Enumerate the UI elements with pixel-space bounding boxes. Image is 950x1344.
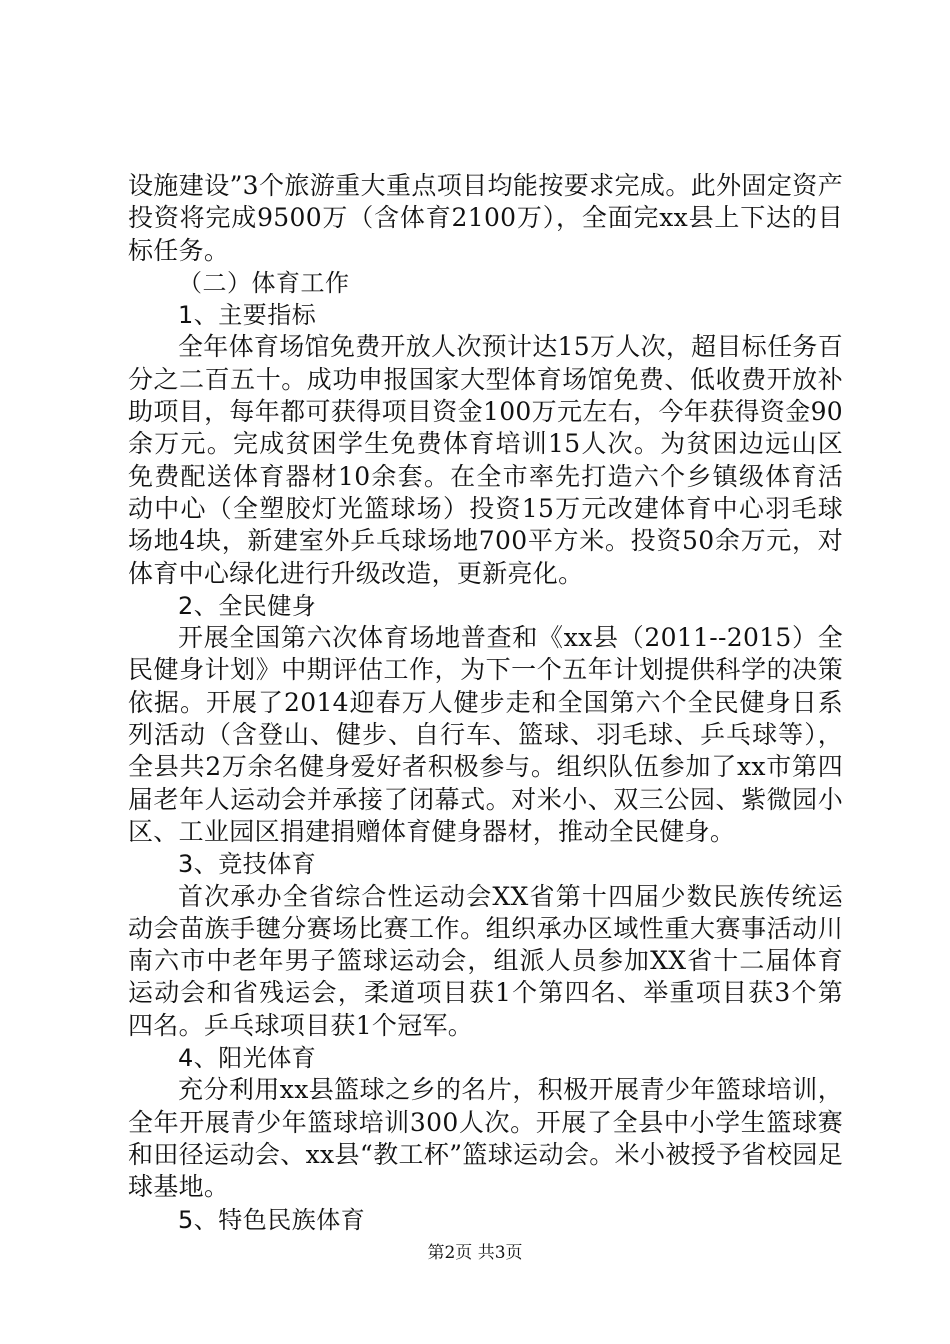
paragraph-sunshine-sports: 充分利用xx县篮球之乡的名片，积极开展青少年篮球培训，全年开展青少年篮球培训300人次。开展了全县中小学生篮球赛和田径运动会、xx县“教工杯”篮球运动会。米小被授予省校园足球基地。 bbox=[128, 1075, 843, 1202]
paragraph-competitive-sports: 首次承办全省综合性运动会XX省第十四届少数民族传统运动会苗族手毽分赛场比赛工作。组织承办区域性重大赛事活动川南六市中老年男子篮球运动会，组派人员参加XX省十二届体育运动会和省残运会，柔道项目获1个第四名、举重项目获3个第四名。乒乓球项目获1个冠军。 bbox=[128, 881, 843, 1040]
paragraph-main-indicators: 全年体育场馆免费开放人次预计达15万人次，超目标任务百分之二百五十。成功申报国家大型体育场馆免费、低收费开放补助项目，每年都可获得项目资金100万元左右，今年获得资金90余万元。完成贫困学生免费体育培训15人次。为贫困边远山区免费配送体育器材10余套。在全市率先打造六个乡镇级体育活动中心（全塑胶灯光篮球场）投资15万元改建体育中心羽毛球场地4块，新建室外乒乓球场地700平方米。投资50余万元，对体育中心绿化进行升级改造，更新亮化。 bbox=[128, 332, 843, 588]
paragraph-intro: 设施建设”3个旅游重大重点项目均能按要求完成。此外固定资产投资将完成9500万（含体育2100万），全面完xx县上下达的目标任务。 bbox=[128, 171, 843, 265]
subheading-competitive-sports: 3、竞技体育 bbox=[178, 850, 317, 879]
page-number: 第2页 共3页 bbox=[427, 1243, 523, 1263]
subheading-national-fitness: 2、全民健身 bbox=[178, 591, 317, 620]
paragraph-national-fitness: 开展全国第六次体育场地普查和《xx县（2011--2015）全民健身计划》中期评估工作，为下一个五年计划提供科学的决策依据。开展了2014迎春万人健步走和全国第六个全民健身日系列活动（含登山、健步、自行车、篮球、羽毛球、乒乓球等），全县共2万余名健身爱好者积极参与。组织队伍参加了xx市第四届老年人运动会并承接了闭幕式。对米小、双三公园、紫微园小区、工业园区捐建捐赠体育健身器材，推动全民健身。 bbox=[128, 623, 843, 846]
subheading-main-indicators: 1、主要指标 bbox=[178, 301, 317, 330]
page-footer bbox=[0, 1242, 950, 1264]
subheading-ethnic-sports: 5、特色民族体育 bbox=[178, 1205, 366, 1234]
subheading-sunshine-sports: 4、阳光体育 bbox=[178, 1044, 317, 1073]
section-heading-sports-work: （二）体育工作 bbox=[178, 268, 350, 297]
document-body bbox=[128, 170, 843, 1236]
